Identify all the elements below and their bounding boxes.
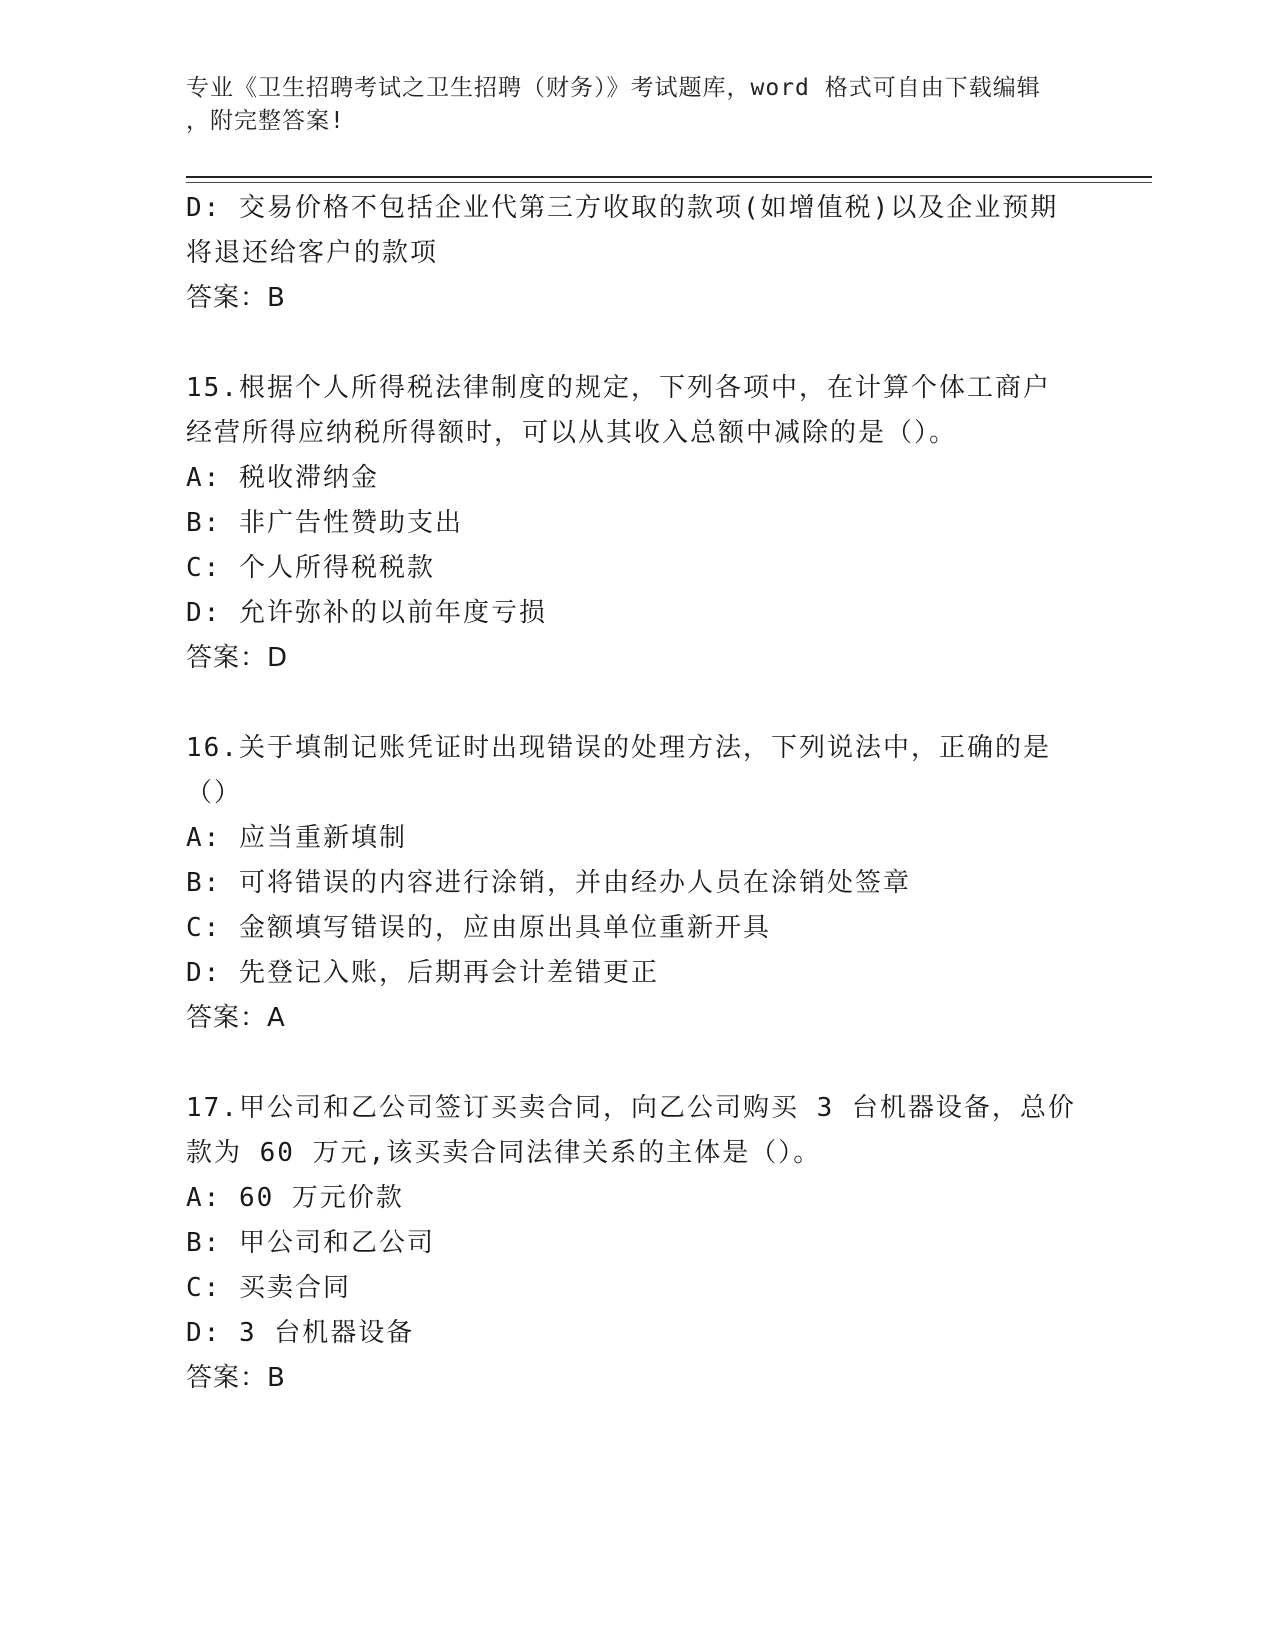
option-b: B: 甲公司和乙公司 [186, 1228, 435, 1258]
previous-question-tail [186, 186, 1066, 321]
header-divider-thin [186, 182, 1152, 183]
option-b: B: 非广告性赞助支出 [186, 508, 463, 538]
option-c: C: 个人所得税税款 [186, 553, 435, 583]
option-a: A: 税收滞纳金 [186, 463, 379, 493]
question-17 [186, 1086, 1076, 1401]
option-a: A: 60 万元价款 [186, 1183, 404, 1213]
question-stem-line-2: 款为 60 万元,该买卖合同法律关系的主体是（）。 [186, 1138, 822, 1168]
option-d: D: 3 台机器设备 [186, 1318, 415, 1348]
option-b: B: 可将错误的内容进行涂销，并由经办人员在涂销处签章 [186, 868, 911, 898]
option-d: D: 先登记入账，后期再会计差错更正 [186, 958, 659, 988]
question-stem-line-1: 17.甲公司和乙公司签订买卖合同，向乙公司购买 3 台机器设备，总价 [186, 1093, 1076, 1123]
spacer [186, 1041, 1066, 1086]
header-line-1: 专业《卫生招聘考试之卫生招聘（财务）》考试题库，word 格式可自由下载编辑 [186, 75, 1041, 101]
answer-line: 答案：B [186, 1363, 286, 1393]
question-16 [186, 726, 1066, 1041]
spacer [186, 681, 1066, 726]
option-d-line-1: D: 交易价格不包括企业代第三方收取的款项(如增值税)以及企业预期 [186, 193, 1059, 223]
question-stem-line-2: （） [186, 778, 243, 808]
option-c: C: 金额填写错误的，应由原出具单位重新开具 [186, 913, 771, 943]
option-d: D: 允许弥补的以前年度亏损 [186, 598, 547, 628]
option-d-line-2: 将退还给客户的款项 [186, 238, 439, 268]
question-15 [186, 366, 1066, 681]
option-a: A: 应当重新填制 [186, 823, 407, 853]
spacer [186, 321, 1066, 366]
answer-line: 答案：D [186, 643, 289, 673]
header-line-2: ，附完整答案! [186, 108, 345, 134]
question-list [186, 186, 1076, 1401]
document-header [186, 72, 1066, 138]
question-stem-line-1: 16.关于填制记账凭证时出现错误的处理方法，下列说法中，正确的是 [186, 733, 1051, 763]
option-c: C: 买卖合同 [186, 1273, 351, 1303]
header-divider-thick [186, 176, 1152, 178]
question-stem-line-2: 经营所得应纳税所得额时，可以从其收入总额中减除的是（）。 [186, 418, 958, 448]
answer-line: 答案：B [186, 283, 286, 313]
answer-line: 答案：A [186, 1003, 286, 1033]
question-stem-line-1: 15.根据个人所得税法律制度的规定，下列各项中，在计算个体工商户 [186, 373, 1051, 403]
